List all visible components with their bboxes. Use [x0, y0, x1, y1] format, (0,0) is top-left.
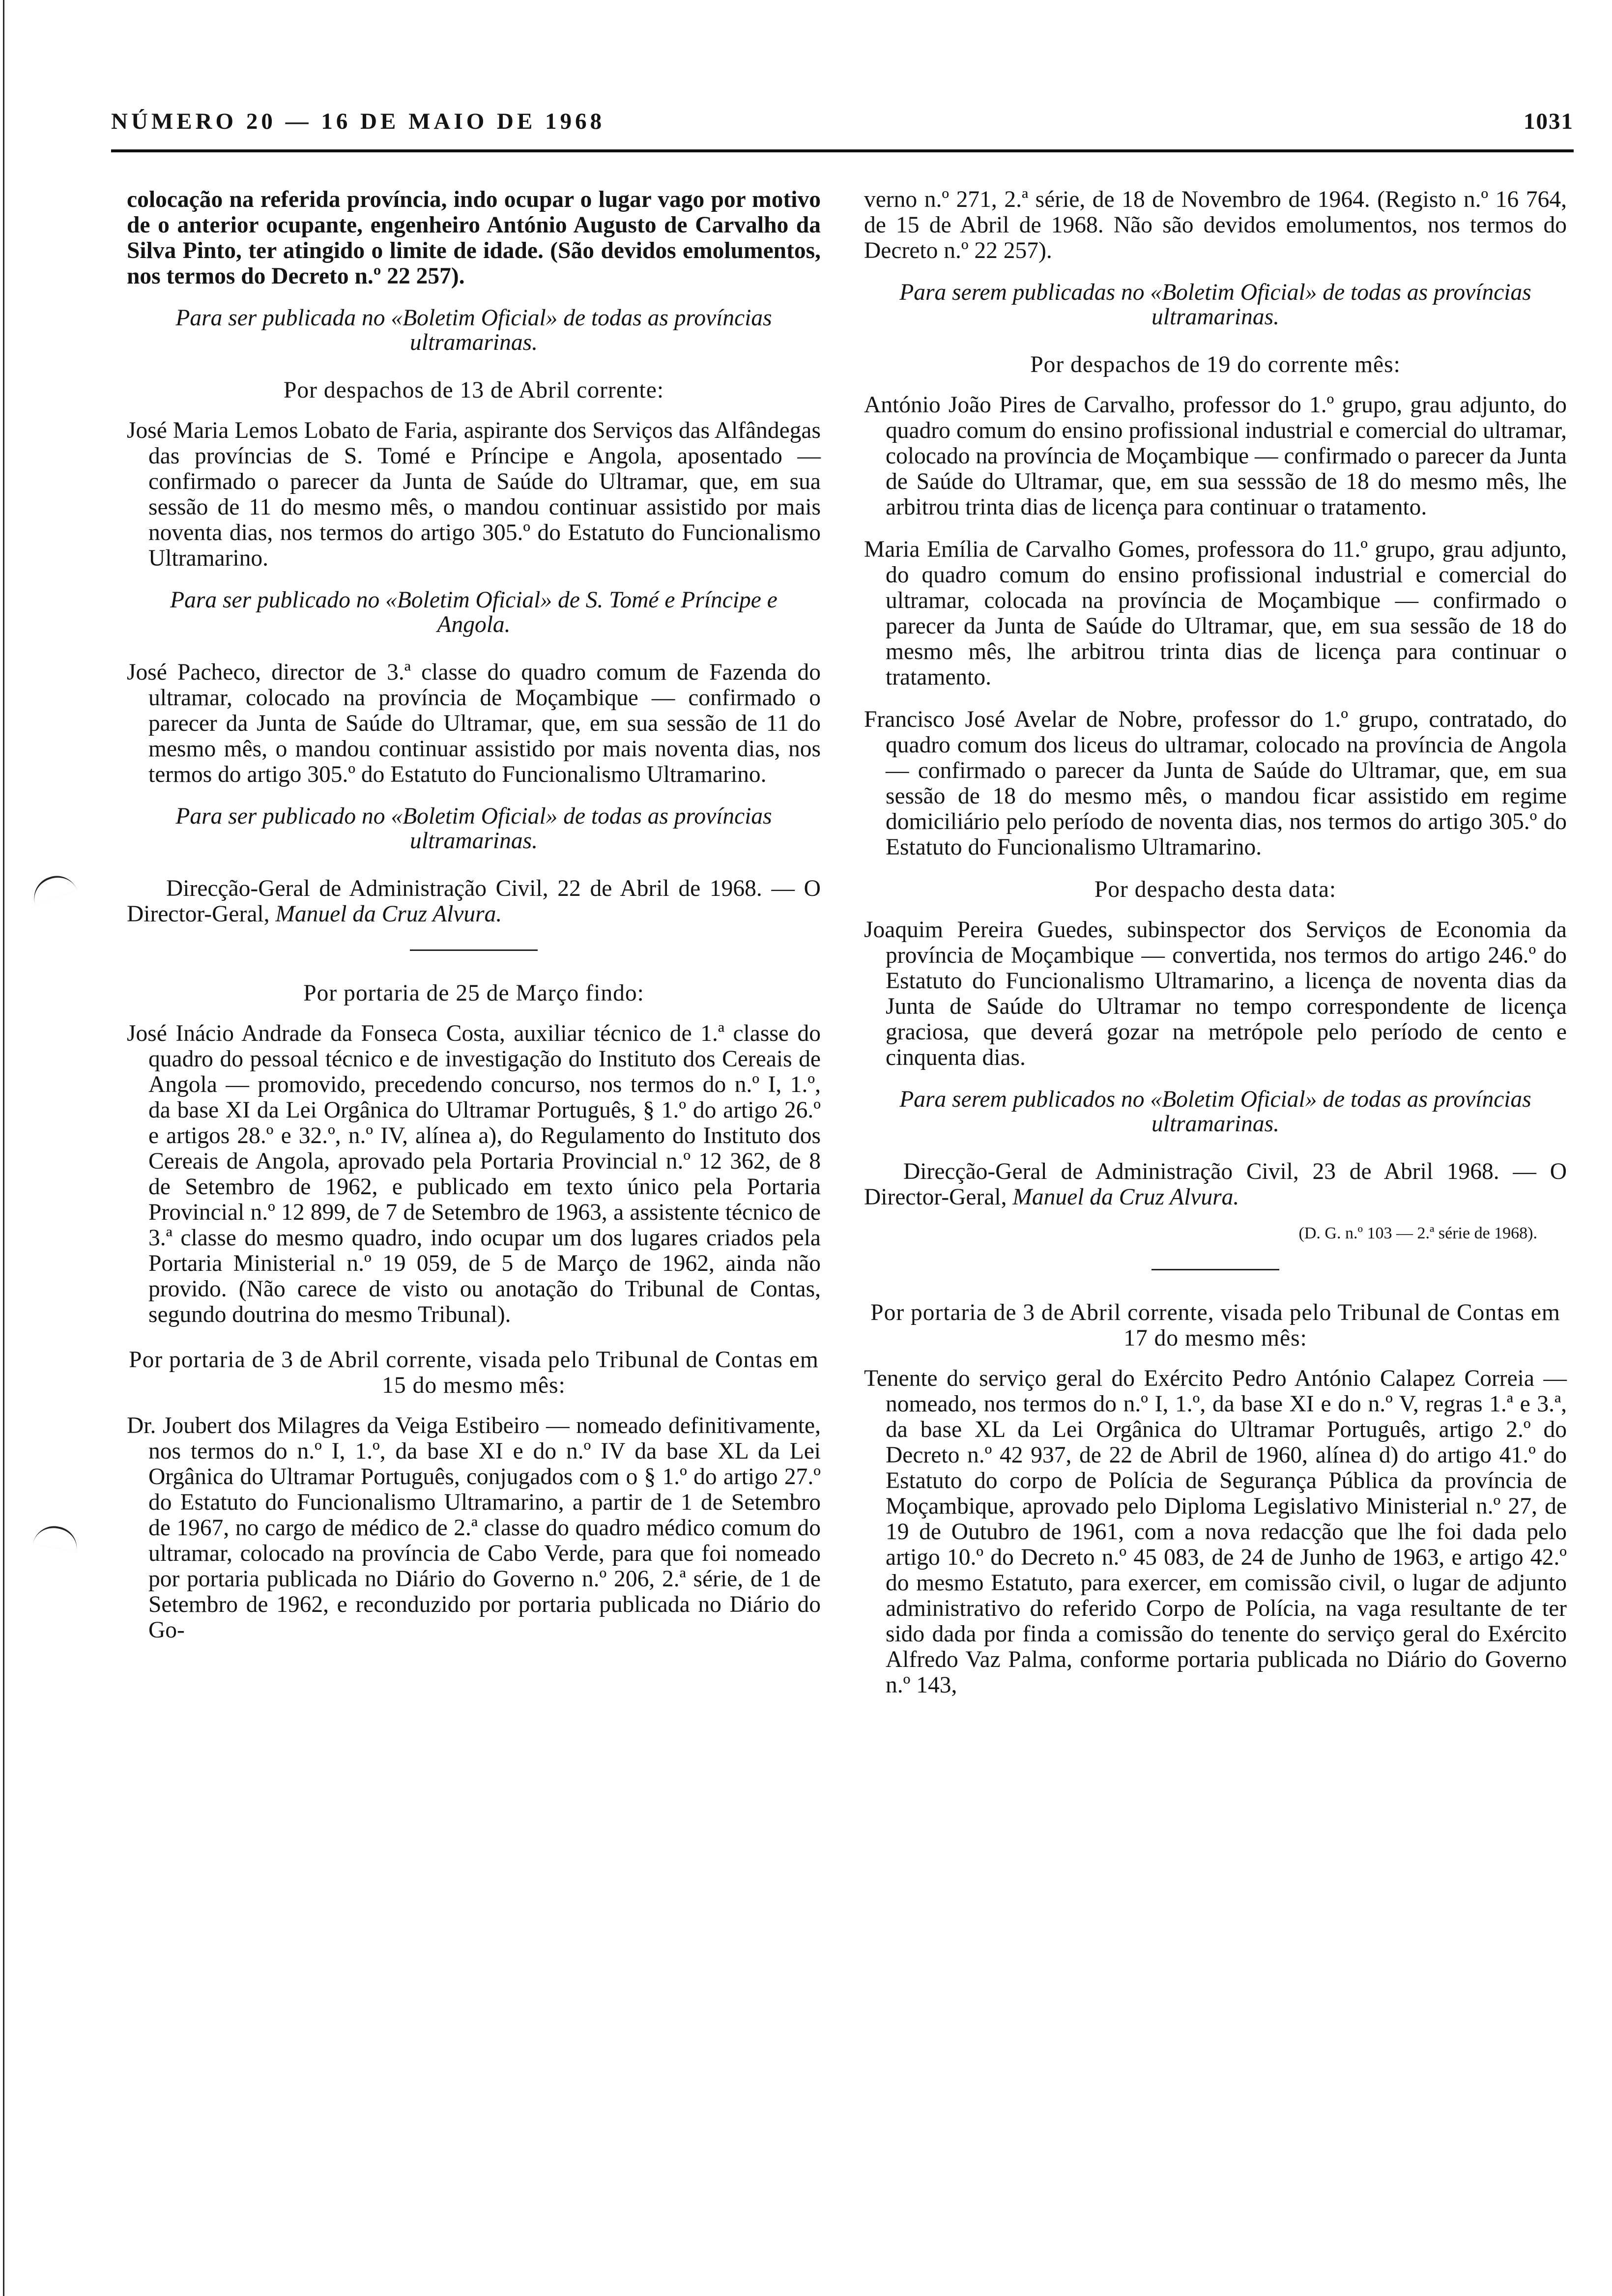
section-intro: Por despachos de 19 do corrente mês:: [1030, 352, 1401, 377]
publication-note: Para serem publicadas no «Boletim Oficial» de todas as províncias ultramarinas.: [899, 280, 1531, 330]
section-separator: [410, 949, 538, 951]
section-intro: Por portaria de 3 de Abril corrente, visada pelo Tribunal de Contas em 15 do mesmo mês:: [129, 1347, 819, 1398]
director-name: Manuel da Cruz Alvura.: [275, 901, 502, 927]
paragraph: verno n.º 271, 2.ª série, de 18 de Novembro de 1964. (Registo n.º 16 764, de 15 de Abril de 1968. Não são devidos emolumentos, nos termos do Decreto n.º 22 257).: [864, 187, 1567, 263]
person-name: Maria Emília de Carvalho Gomes,: [864, 537, 1190, 562]
person-name: António João Pires de Carvalho,: [864, 392, 1176, 418]
right-column: [864, 187, 1567, 1715]
paragraph: Francisco José Avelar de Nobre, professor do 1.º grupo, contratado, do quadro comum dos liceus do ultramar, colocado na província de Angola — confirmado o parecer da Junta de Saúde do Ultramar, que, em sua sessão de 18 do mesmo mês, o mandou ficar assistido em regime domiciliário pelo período de noventa dias, nos termos do artigo 305.º do Estatuto do Funcionalismo Ultramarino.: [864, 707, 1567, 860]
page-header: [79, 108, 1574, 147]
person-name: Tenente do serviço geral do Exército Pedro António Calapez Correia: [864, 1366, 1534, 1391]
page-number: 1031: [1524, 109, 1574, 134]
person-name: Francisco José Avelar de Nobre,: [864, 707, 1183, 732]
person-name: José Pacheco,: [127, 660, 261, 685]
section-intro: Por portaria de 25 de Março findo:: [303, 980, 644, 1006]
signature-block: Direcção-Geral de Administração Civil, 23 de Abril 1968. — O Director-Geral, Manuel da Cruz Alvura.: [864, 1159, 1567, 1210]
page-edge-line: [3, 0, 4, 2296]
margin-mark: [28, 870, 77, 905]
person-name: Dr. Joubert dos Milagres da Veiga Estibeiro: [127, 1413, 540, 1438]
signature-block: Direcção-Geral de Administração Civil, 22 de Abril de 1968. — O Director-Geral, Manuel da Cruz Alvura.: [127, 876, 821, 927]
paragraph: Tenente do serviço geral do Exército Pedro António Calapez Correia — nomeado, nos termos do n.º I, 1.º, da base XI e do n.º V, regras 1.ª e 3.ª, da base XL da Lei Orgânica do Ultramar Português, artigo 2.º do Decreto n.º 42 937, de 22 de Abril de 1960, alínea d) do artigo 41.º do Estatuto do corpo de Polícia de Segurança Pública da província de Moçambique, aprovado pelo Diploma Legislativo Ministerial n.º 27, de 19 de Outubro de 1961, com a nova redacção que lhe foi dada pelo artigo 10.º do Decreto n.º 45 083, de 24 de Junho de 1963, e artigo 42.º do mesmo Estatuto, para exercer, em comissão civil, o lugar de adjunto administrativo do referido Corpo de Polícia, na vaga resultante de ter sido dada por finda a comissão do tenente do serviço geral do Exército Alfredo Vaz Palma, conforme portaria publicada no Diário do Governo n.º 143,: [864, 1366, 1567, 1698]
section-separator: [1151, 1269, 1279, 1270]
publication-note: Para ser publicada no «Boletim Oficial» de todas as províncias ultramarinas.: [175, 305, 772, 355]
publication-note: Para ser publicado no «Boletim Oficial» de S. Tomé e Príncipe e Angola.: [170, 587, 777, 637]
paragraph: José Maria Lemos Lobato de Faria, aspirante dos Serviços das Alfândegas das províncias de S. Tomé e Príncipe e Angola, aposentado — confirmado o parecer da Junta de Saúde do Ultramar, que, em sua sessão de 11 do mesmo mês, o mandou continuar assistido por mais noventa dias, nos termos do artigo 305.º do Estatuto do Funcionalismo Ultramarino.: [127, 418, 821, 571]
paragraph: José Pacheco, director de 3.ª classe do quadro comum de Fazenda do ultramar, colocado na província de Moçambique — confirmado o parecer da Junta de Saúde do Ultramar, que, em sua sessão de 11 do mesmo mês, o mandou continuar assistido por mais noventa dias, nos termos do artigo 305.º do Estatuto do Funcionalismo Ultramarino.: [127, 660, 821, 787]
paragraph: Joaquim Pereira Guedes, subinspector dos Serviços de Economia da província de Moçambique — convertida, nos termos do artigo 246.º do Estatuto do Funcionalismo Ultramarino, a licença de noventa dias da Junta de Saúde do Ultramar no tempo correspondente de licença graciosa, que deverá gozar na metrópole pelo período de cento e cinquenta dias.: [864, 917, 1567, 1070]
paragraph: Dr. Joubert dos Milagres da Veiga Estibeiro — nomeado definitivamente, nos termos do n.º I, 1.º, da base XI e do n.º IV da base XL da Lei Orgânica do Ultramar Português, conjugados com o § 1.º do artigo 27.º do Estatuto do Funcionalismo Ultramarino, a partir de 1 de Setembro de 1967, no cargo de médico de 2.ª classe do quadro médico comum do ultramar, colocado na província de Cabo Verde, para que foi nomeado por portaria publicada no Diário do Governo n.º 206, 2.ª série, de 1 de Setembro de 1962, e reconduzido por portaria publicada no Diário do Go-: [127, 1413, 821, 1643]
person-name: José Maria Lemos Lobato de Faria,: [127, 418, 458, 443]
issue-title: NÚMERO 20 — 16 DE MAIO DE 1968: [111, 109, 605, 134]
gazette-reference: (D. G. n.º 103 — 2.ª série de 1968).: [1298, 1224, 1537, 1242]
paragraph: colocação na referida província, indo ocupar o lugar vago por motivo de o anterior ocupante, engenheiro António Augusto de Carvalho da Silva Pinto, ter atingido o limite de idade. (São devidos emolumentos, nos termos do Decreto n.º 22 257).: [127, 187, 821, 289]
publication-note: Para ser publicado no «Boletim Oficial» de todas as províncias ultramarinas.: [175, 804, 772, 854]
person-name: José Inácio Andrade da Fonseca Costa,: [127, 1021, 505, 1046]
margin-mark: [33, 1523, 80, 1552]
publication-note: Para serem publicados no «Boletim Oficial» de todas as províncias ultramarinas.: [899, 1087, 1531, 1137]
left-column: [127, 187, 821, 1660]
header-rule: [111, 149, 1574, 152]
paragraph: José Inácio Andrade da Fonseca Costa, auxiliar técnico de 1.ª classe do quadro do pessoal técnico e de investigação do Instituto dos Cereais de Angola — promovido, precedendo concurso, nos termos do n.º I, 1.º, da base XI da Lei Orgânica do Ultramar Português, § 1.º do artigo 26.º e artigos 28.º e 32.º, n.º IV, alínea a), do Regulamento do Instituto dos Cereais de Angola, aprovado pela Portaria Provincial n.º 12 362, de 8 de Setembro de 1962, e publicado em texto único pela Portaria Provincial n.º 12 899, de 7 de Setembro de 1963, a assistente técnico de 3.ª classe do mesmo quadro, indo ocupar um dos lugares criados pela Portaria Ministerial n.º 19 059, de 5 de Março de 1962, ainda não provido. (Não carece de visto ou anotação do Tribunal de Contas, segundo doutrina do mesmo Tribunal).: [127, 1021, 821, 1327]
paragraph: António João Pires de Carvalho, professor do 1.º grupo, grau adjunto, do quadro comum do ensino profissional industrial e comercial do ultramar, colocado na província de Moçambique — confirmado o parecer da Junta de Saúde do Ultramar, que, em sua sesssão de 18 do mesmo mês, lhe arbitrou trinta dias de licença para continuar o tratamento.: [864, 392, 1567, 520]
section-intro: Por portaria de 3 de Abril corrente, visada pelo Tribunal de Contas em 17 do mesmo mês:: [870, 1300, 1560, 1351]
paragraph: Maria Emília de Carvalho Gomes, professora do 11.º grupo, grau adjunto, do quadro comum do ensino profissional industrial e comercial do ultramar, colocada na província de Moçambique — confirmado o parecer da Junta de Saúde do Ultramar, que, em sua sessão de 18 do mesmo mês, lhe arbitrou trinta dias de licença para continuar o tratamento.: [864, 537, 1567, 690]
section-intro: Por despacho desta data:: [1094, 877, 1337, 902]
director-name: Manuel da Cruz Alvura.: [1012, 1184, 1239, 1210]
section-intro: Por despachos de 13 de Abril corrente:: [283, 377, 664, 403]
person-name: Joaquim Pereira Guedes,: [864, 917, 1113, 943]
